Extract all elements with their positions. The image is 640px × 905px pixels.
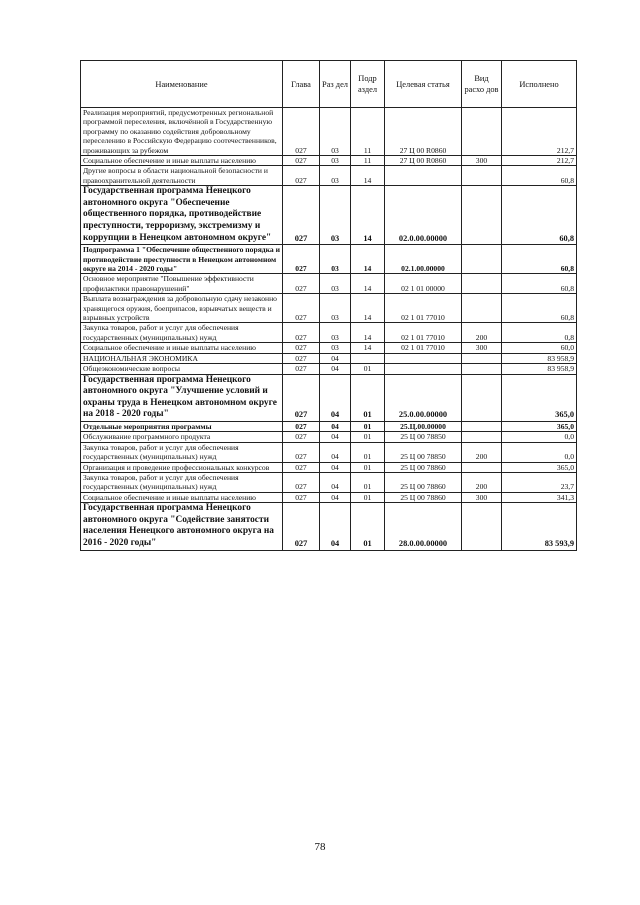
row-expense-type [462, 166, 502, 186]
row-chapter: 027 [283, 274, 320, 294]
row-expense-type: 300 [462, 343, 502, 353]
row-subsection [351, 353, 385, 363]
table-row [81, 462, 577, 472]
header-target-article: Целевая статья [385, 61, 462, 108]
row-chapter: 027 [283, 323, 320, 343]
row-section: 04 [320, 374, 351, 421]
row-expense-type [462, 294, 502, 323]
row-target-article: 25.Ц.00.00000 [385, 421, 462, 431]
row-executed: 60,8 [502, 186, 577, 245]
row-target-article [385, 353, 462, 363]
row-expense-type: 200 [462, 472, 502, 492]
row-subsection: 14 [351, 186, 385, 245]
row-chapter: 027 [283, 166, 320, 186]
row-chapter: 027 [283, 472, 320, 492]
row-expense-type: 200 [462, 442, 502, 462]
row-section: 04 [320, 492, 351, 502]
row-expense-type [462, 186, 502, 245]
row-name: Выплата вознаграждения за добровольную сдачу незаконно хранящегося оружия, боеприпасов, взрывчатых веществ и взрывных устройств [81, 294, 283, 323]
row-section: 03 [320, 186, 351, 245]
row-section: 03 [320, 108, 351, 156]
row-subsection: 01 [351, 492, 385, 502]
row-subsection: 01 [351, 503, 385, 550]
row-executed: 0,8 [502, 323, 577, 343]
row-executed: 60,8 [502, 166, 577, 186]
row-section: 03 [320, 156, 351, 166]
row-name: Отдельные мероприятия программы [81, 421, 283, 431]
row-subsection: 01 [351, 374, 385, 421]
row-name: Социальное обеспечение и иные выплаты населению [81, 156, 283, 166]
header-section: Раз дел [320, 61, 351, 108]
row-section: 04 [320, 432, 351, 442]
row-subsection: 11 [351, 156, 385, 166]
row-expense-type [462, 421, 502, 431]
row-executed: 23,7 [502, 472, 577, 492]
row-chapter: 027 [283, 374, 320, 421]
table-row [81, 186, 577, 245]
row-subsection: 01 [351, 462, 385, 472]
table-row [81, 156, 577, 166]
row-subsection: 01 [351, 472, 385, 492]
header-executed: Исполнено [502, 61, 577, 108]
row-target-article [385, 166, 462, 186]
row-target-article: 27 Ц 00 R0860 [385, 156, 462, 166]
row-name: Закупка товаров, работ и услуг для обеспечения государственных (муниципальных) нужд [81, 472, 283, 492]
row-name: Другие вопросы в области национальной безопасности и правоохранительной деятельности [81, 166, 283, 186]
row-target-article [385, 364, 462, 374]
row-target-article: 02 1 01 00000 [385, 274, 462, 294]
row-name: НАЦИОНАЛЬНАЯ ЭКОНОМИКА [81, 353, 283, 363]
row-subsection: 01 [351, 364, 385, 374]
table-row [81, 353, 577, 363]
row-section: 03 [320, 245, 351, 274]
row-executed: 365,0 [502, 462, 577, 472]
row-executed: 83 958,9 [502, 353, 577, 363]
row-expense-type [462, 245, 502, 274]
row-chapter: 027 [283, 108, 320, 156]
table-row [81, 364, 577, 374]
row-executed: 212,7 [502, 156, 577, 166]
row-expense-type: 300 [462, 492, 502, 502]
row-name: Общеэкономические вопросы [81, 364, 283, 374]
row-expense-type [462, 364, 502, 374]
header-name: Наименование [81, 61, 283, 108]
row-subsection: 01 [351, 421, 385, 431]
row-name: Закупка товаров, работ и услуг для обеспечения государственных (муниципальных) нужд [81, 442, 283, 462]
header-expense-type: Вид расхо дов [462, 61, 502, 108]
row-target-article: 28.0.00.00000 [385, 503, 462, 550]
row-section: 04 [320, 503, 351, 550]
row-subsection: 11 [351, 108, 385, 156]
row-name: Социальное обеспечение и иные выплаты населению [81, 492, 283, 502]
row-chapter: 027 [283, 432, 320, 442]
row-section: 03 [320, 323, 351, 343]
row-name: Закупка товаров, работ и услуг для обеспечения государственных (муниципальных) нужд [81, 323, 283, 343]
row-expense-type [462, 108, 502, 156]
row-executed: 60,8 [502, 274, 577, 294]
row-name: Организация и проведение профессиональных конкурсов [81, 462, 283, 472]
table-row [81, 421, 577, 431]
row-section: 03 [320, 294, 351, 323]
row-expense-type [462, 462, 502, 472]
row-chapter: 027 [283, 462, 320, 472]
row-executed: 60,0 [502, 343, 577, 353]
row-target-article: 02 1 01 77010 [385, 323, 462, 343]
row-executed: 83 593,9 [502, 503, 577, 550]
table-row [81, 274, 577, 294]
row-section: 04 [320, 364, 351, 374]
row-target-article: 27 Ц 00 R0860 [385, 108, 462, 156]
table-row [81, 442, 577, 462]
row-chapter: 027 [283, 503, 320, 550]
row-target-article: 25 Ц 00 78850 [385, 432, 462, 442]
row-name: Основное мероприятие "Повышение эффективности профилактики правонарушений" [81, 274, 283, 294]
table-row [81, 492, 577, 502]
row-target-article: 25.0.00.00000 [385, 374, 462, 421]
row-subsection: 14 [351, 274, 385, 294]
row-section: 03 [320, 343, 351, 353]
row-name: Реализация мероприятий, предусмотренных региональной программой переселения, включённой в Государственную программу по оказанию содействия добровольному переселению в Российскую Федерацию соотечественников, проживающих за рубежом [81, 108, 283, 156]
row-subsection: 01 [351, 442, 385, 462]
row-target-article: 25 Ц 00 78860 [385, 472, 462, 492]
row-chapter: 027 [283, 421, 320, 431]
row-name: Социальное обеспечение и иные выплаты населению [81, 343, 283, 353]
row-executed: 341,3 [502, 492, 577, 502]
row-executed: 83 958,9 [502, 364, 577, 374]
table-row [81, 432, 577, 442]
row-chapter: 027 [283, 343, 320, 353]
row-name: Государственная программа Ненецкого автономного округа "Обеспечение общественного порядка, противодействие преступности, терроризму, экстремизму и коррупции в Ненецком автономном округе" [81, 186, 283, 245]
row-expense-type: 200 [462, 323, 502, 343]
row-target-article: 25 Ц 00 78860 [385, 462, 462, 472]
row-expense-type [462, 274, 502, 294]
row-chapter: 027 [283, 156, 320, 166]
row-name: Государственная программа Ненецкого автономного округа "Содействие занятости населения Ненецкого автономного округа на 2016 - 2020 годы" [81, 503, 283, 550]
row-expense-type: 300 [462, 156, 502, 166]
row-chapter: 027 [283, 186, 320, 245]
row-target-article: 25 Ц 00 78860 [385, 492, 462, 502]
row-section: 03 [320, 166, 351, 186]
table-row [81, 108, 577, 156]
row-executed: 212,7 [502, 108, 577, 156]
row-expense-type [462, 353, 502, 363]
row-section: 04 [320, 472, 351, 492]
row-expense-type [462, 432, 502, 442]
row-subsection: 01 [351, 432, 385, 442]
row-section: 03 [320, 274, 351, 294]
row-executed: 60,8 [502, 294, 577, 323]
row-name: Государственная программа Ненецкого автономного округа "Улучшение условий и охраны труда в Ненецком автономном округе на 2018 - 2020 годы" [81, 374, 283, 421]
table-row [81, 323, 577, 343]
row-chapter: 027 [283, 245, 320, 274]
table-row [81, 374, 577, 421]
row-executed: 365,0 [502, 374, 577, 421]
row-executed: 0,0 [502, 432, 577, 442]
row-expense-type [462, 503, 502, 550]
row-executed: 365,0 [502, 421, 577, 431]
row-target-article: 25 Ц 00 78850 [385, 442, 462, 462]
row-chapter: 027 [283, 492, 320, 502]
row-chapter: 027 [283, 294, 320, 323]
row-chapter: 027 [283, 364, 320, 374]
row-expense-type [462, 374, 502, 421]
header-chapter: Глава [283, 61, 320, 108]
table-row [81, 294, 577, 323]
row-executed: 0,0 [502, 442, 577, 462]
row-section: 04 [320, 462, 351, 472]
table-row [81, 503, 577, 550]
row-target-article: 02.0.00.00000 [385, 186, 462, 245]
row-executed: 60,8 [502, 245, 577, 274]
row-target-article: 02 1 01 77010 [385, 343, 462, 353]
row-name: Подпрограмма 1 "Обеспечение общественного порядка и противодействие преступности в Ненецком автономном округе на 2014 - 2020 годы" [81, 245, 283, 274]
table-row [81, 343, 577, 353]
row-subsection: 14 [351, 323, 385, 343]
table-row [81, 166, 577, 186]
row-section: 04 [320, 421, 351, 431]
header-subsection: Подр аздел [351, 61, 385, 108]
row-subsection: 14 [351, 343, 385, 353]
row-section: 04 [320, 353, 351, 363]
row-subsection: 14 [351, 166, 385, 186]
budget-execution-table [80, 60, 577, 551]
row-subsection: 14 [351, 245, 385, 274]
table-header-row [81, 61, 577, 108]
table-row [81, 472, 577, 492]
row-section: 04 [320, 442, 351, 462]
row-name: Обслуживание программного продукта [81, 432, 283, 442]
table-row [81, 245, 577, 274]
row-chapter: 027 [283, 442, 320, 462]
row-target-article: 02 1 01 77010 [385, 294, 462, 323]
page-number: 78 [314, 841, 326, 853]
row-target-article: 02.1.00.00000 [385, 245, 462, 274]
row-chapter: 027 [283, 353, 320, 363]
row-subsection: 14 [351, 294, 385, 323]
